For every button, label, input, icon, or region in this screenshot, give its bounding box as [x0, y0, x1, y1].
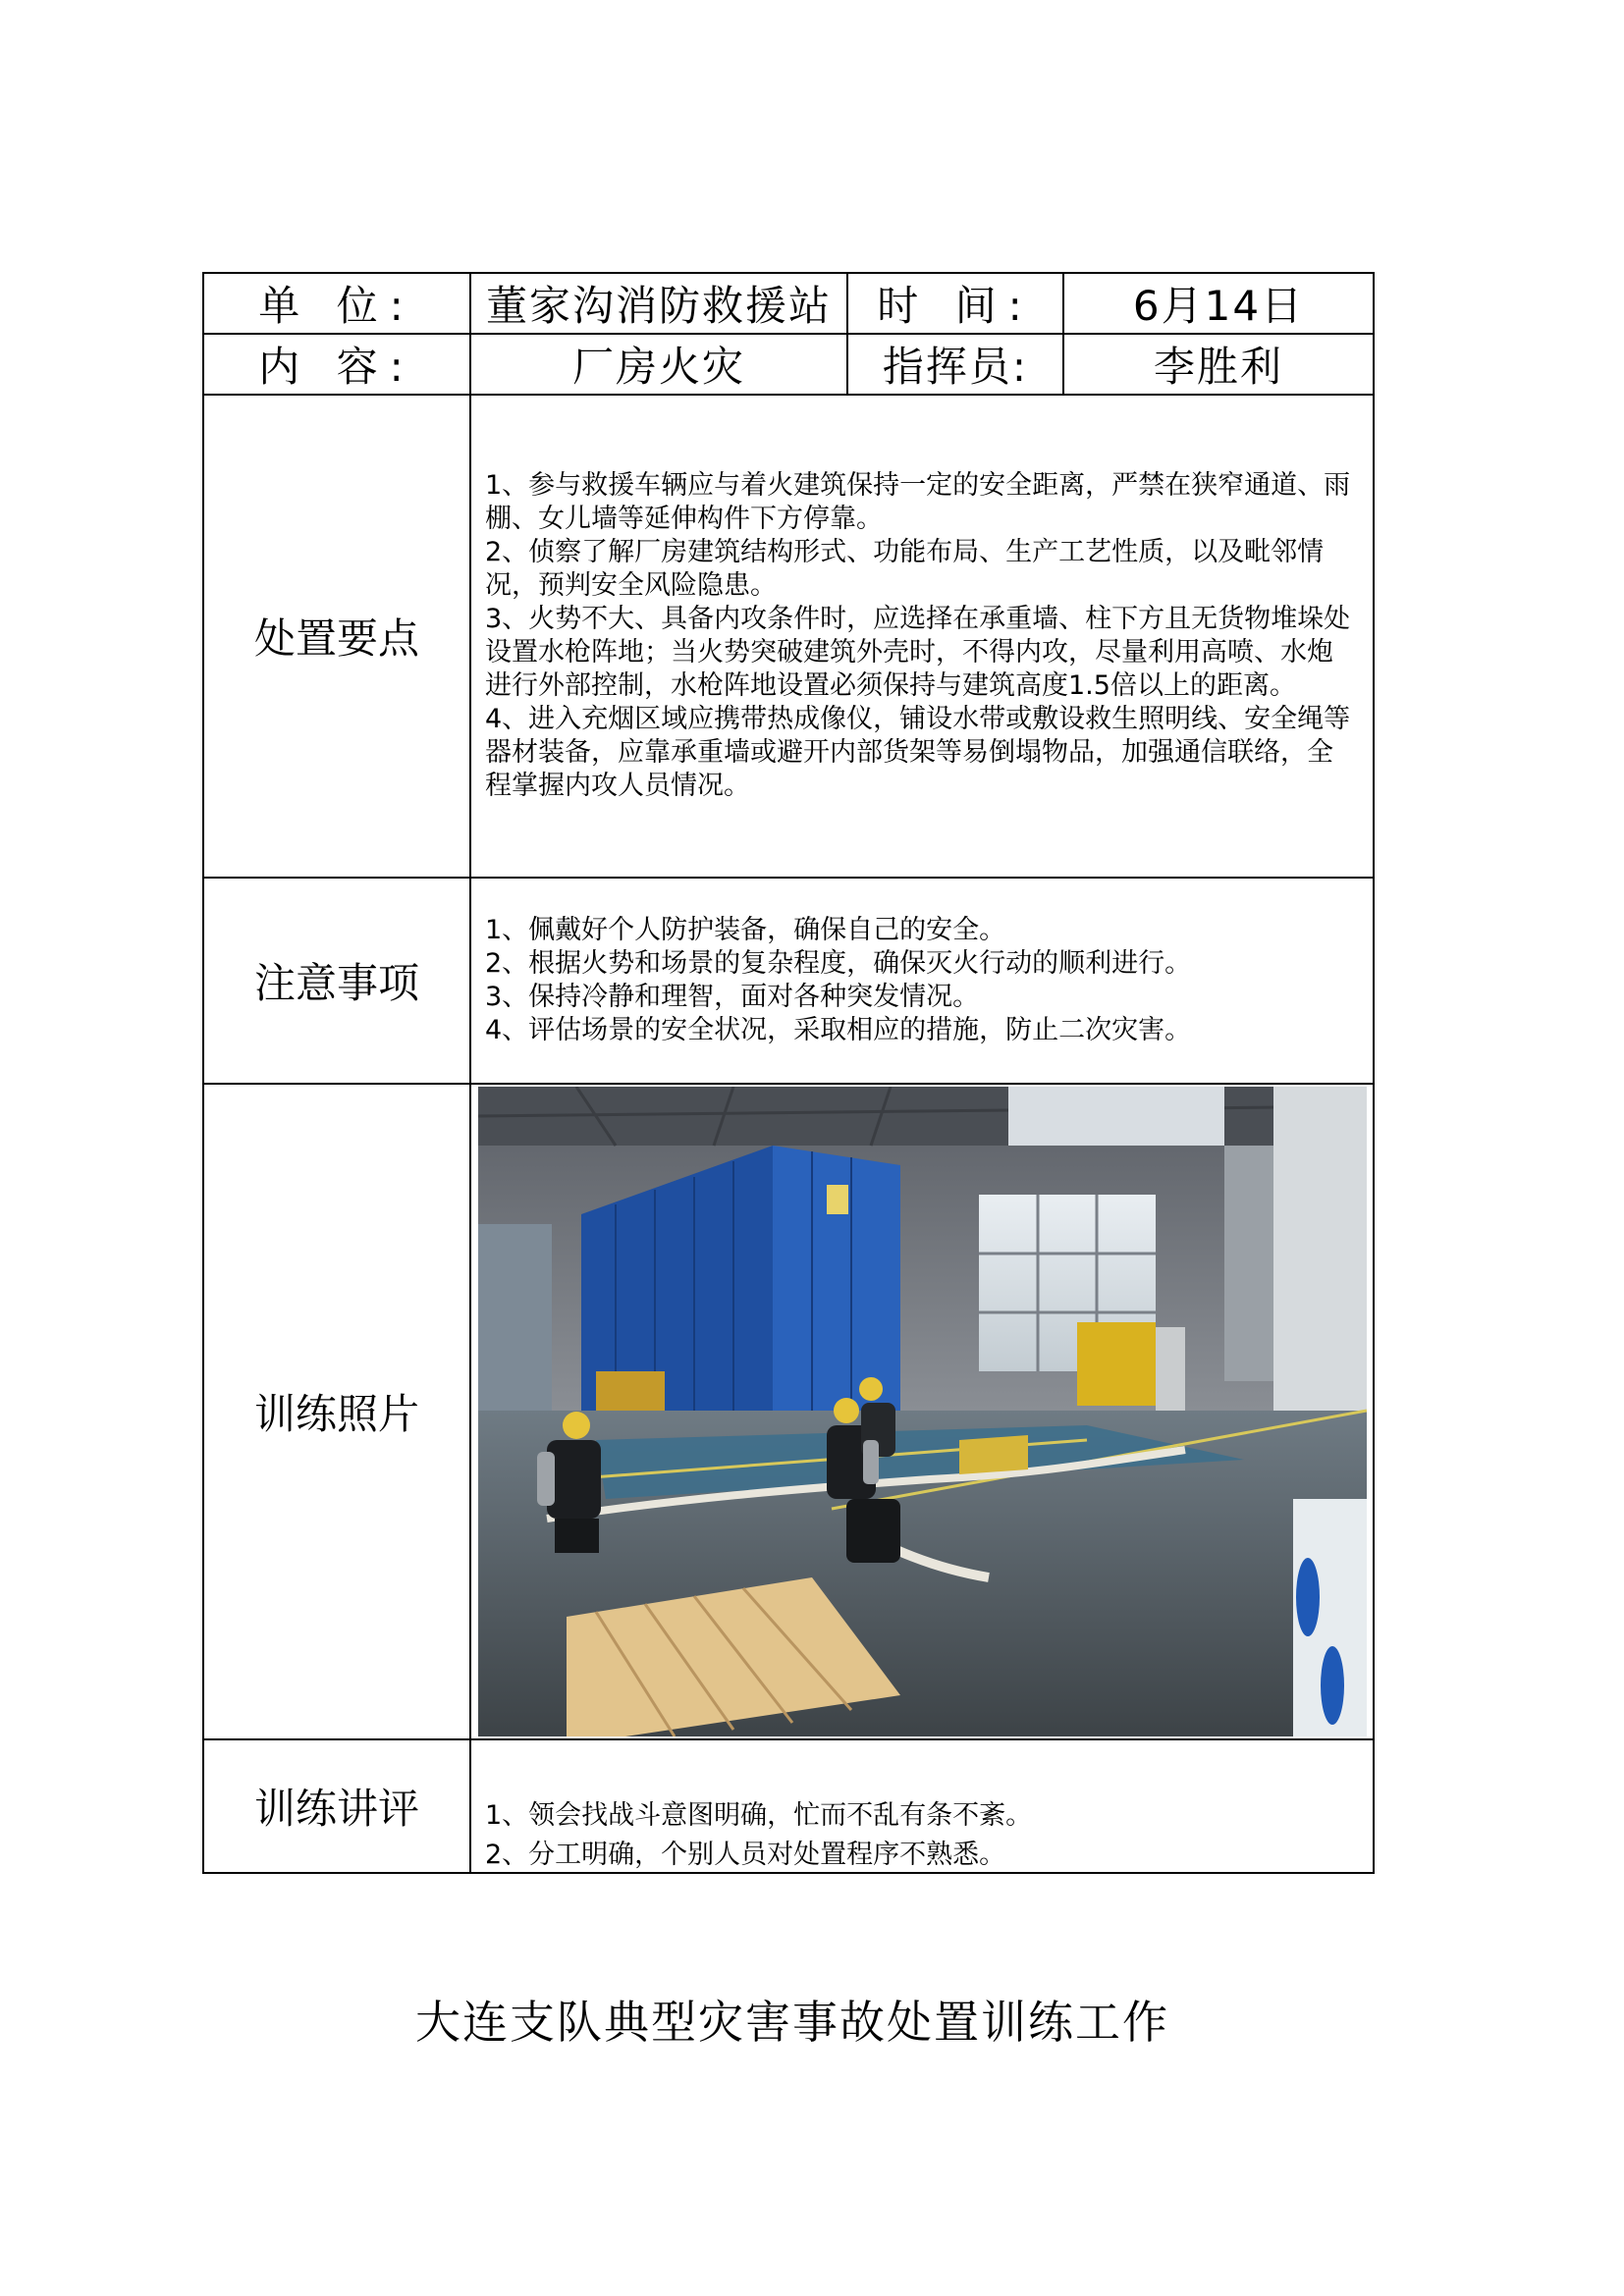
review-row [203, 1739, 1374, 1873]
commander-value: 李胜利 [1063, 334, 1374, 395]
notes-label: 注意事项 [203, 878, 470, 1084]
time-value: 6月14日 [1063, 273, 1374, 334]
measures-row [203, 395, 1374, 878]
review-item: 1、领会找战斗意图明确，忙而不乱有条不紊。 [485, 1800, 1033, 1831]
footer-title: 大连支队典型灾害事故处置训练工作 [415, 1996, 1169, 2049]
notes-content [470, 878, 1374, 1084]
notes-item: 1、佩戴好个人防护装备，确保自己的安全。 [485, 915, 1006, 945]
photo-row [203, 1084, 1374, 1739]
review-content [470, 1739, 1374, 1873]
content-label: 内 容: [203, 334, 470, 395]
training-photo [478, 1087, 1367, 1736]
commander-label: 指挥员: [847, 334, 1063, 395]
training-record-sheet [202, 272, 1373, 1874]
notes-item: 4、评估场景的安全状况，采取相应的措施，防止二次灾害。 [485, 1015, 1192, 1045]
photo-cell [470, 1084, 1374, 1739]
unit-label: 单 位: [203, 273, 470, 334]
notes-row [203, 878, 1374, 1084]
review-item: 2、分工明确，个别人员对处置程序不熟悉。 [485, 1840, 1006, 1870]
record-table [202, 272, 1375, 1874]
measures-item: 3、火势不大、具备内攻条件时，应选择在承重墙、柱下方且无货物堆垛处设置水枪阵地；当火势突破建筑外壳时，不得内攻，尽量利用高喷、水炮进行外部控制，水枪阵地设置必须保持与建筑高度1.5倍以上的距离。 [485, 604, 1351, 701]
notes-item: 3、保持冷静和理智，面对各种突发情况。 [485, 982, 980, 1012]
measures-item: 2、侦察了解厂房建筑结构形式、功能布局、生产工艺性质，以及毗邻情况，预判安全风险隐患。 [485, 537, 1325, 601]
measures-label: 处置要点 [203, 395, 470, 878]
review-label: 训练讲评 [203, 1739, 470, 1873]
measures-item: 1、参与救援车辆应与着火建筑保持一定的安全距离，严禁在狭窄通道、雨棚、女儿墙等延伸构件下方停靠。 [485, 470, 1351, 534]
measures-item: 4、进入充烟区域应携带热成像仪，铺设水带或敷设救生照明线、安全绳等器材装备，应靠承重墙或避开内部货架等易倒塌物品，加强通信联络，全程掌握内攻人员情况。 [485, 704, 1351, 801]
measures-content [470, 395, 1374, 878]
unit-value: 董家沟消防救援站 [470, 273, 847, 334]
notes-item: 2、根据火势和场景的复杂程度，确保灭火行动的顺利进行。 [485, 948, 1192, 979]
content-value: 厂房火灾 [470, 334, 847, 395]
photo-label: 训练照片 [203, 1084, 470, 1739]
time-label: 时 间: [847, 273, 1063, 334]
